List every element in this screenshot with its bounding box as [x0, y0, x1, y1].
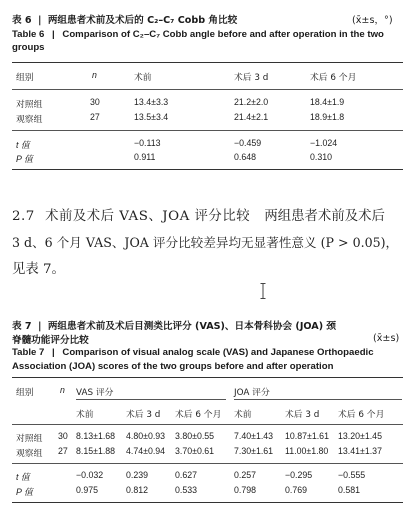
table6-p-preop: 0.911 [134, 152, 156, 162]
table7-joa-span-rule [234, 399, 402, 400]
table6-header-preop: 术前 [134, 73, 152, 83]
table6-caption-cn-text: 两组患者术前及术后的 C₂–C₇ Cobb 角比较 [47, 15, 238, 26]
table6-t-post3d: −0.459 [234, 138, 262, 148]
table7-row2-joa-post6m: 13.41±1.37 [338, 446, 382, 456]
table7-sub-vas-preop: 术前 [76, 410, 94, 420]
table7-header-vas: VAS 评分 [76, 388, 114, 398]
table6-t-preop: −0.113 [134, 138, 161, 148]
section-text-line2: 3 d、6 个月 VAS、JOA 评分比较差异均无显著性意义 (P > 0.05)， [12, 235, 399, 250]
table6-row2-group: 观察组 [16, 115, 43, 125]
section-text-line1: 两组患者术前及术后 [264, 209, 385, 224]
table6-caption-en: Table 6 | Comparison of C₂–C₇ Cobb angle before and after operation in the two groups [12, 29, 384, 53]
table7-caption-en-line1: Table 7 | Comparison of visual analog scale (VAS) and Japanese Orthopaedic [12, 347, 374, 358]
table7-p-vas-post6m: 0.533 [175, 485, 198, 495]
table7-caption-cn-text1: 两组患者术前及术后目测类比评分 (VAS)、日本骨科协会 (JOA) 颈 [47, 321, 337, 332]
table6-p-post6m: 0.310 [310, 152, 333, 162]
table7-row1-joa-post3d: 10.87±1.61 [285, 431, 329, 441]
table7-caption-cn-line2: 脊髓功能评分比较 [12, 335, 89, 346]
table6-header-post6m: 术后 6 个月 [310, 73, 357, 83]
table7-t-joa-post3d: −0.295 [285, 470, 313, 480]
table6-top-rule [12, 62, 403, 63]
table6-row1-group: 对照组 [16, 100, 43, 110]
table6-header-post3d: 术后 3 d [234, 73, 269, 83]
table7-row1-joa-post6m: 13.20±1.45 [338, 431, 382, 441]
table7-row1-group: 对照组 [16, 434, 43, 444]
table7-t-vas-post3d: 0.239 [126, 470, 149, 480]
table7-stats-rule [12, 463, 403, 464]
table6-row1-preop: 13.4±3.3 [134, 97, 169, 107]
table7-row2-n: 27 [58, 446, 68, 456]
table6-p-label: P 值 [16, 154, 33, 164]
table6-p-post3d: 0.648 [234, 152, 257, 162]
table7-caption-unit: (x̄±s) [373, 333, 400, 344]
table7-t-vas-preop: −0.032 [76, 470, 104, 480]
table6-t-post6m: −1.024 [310, 138, 338, 148]
section-number: 2.7 [12, 209, 35, 224]
table7-caption-cn-prefix: 表 7 [12, 321, 32, 332]
table6-row2-post3d: 21.4±2.1 [234, 112, 269, 122]
table7-sub-vas-post3d: 术后 3 d [126, 410, 161, 420]
table7-row2-vas-post6m: 3.70±0.61 [175, 446, 215, 456]
table6-bottom-rule [12, 169, 403, 170]
table6-stats-rule [12, 130, 403, 131]
table7-row2-vas-post3d: 4.74±0.94 [126, 446, 166, 456]
table6-row2-n: 27 [90, 112, 100, 122]
section-text-line3: 见表 7。 [12, 262, 65, 277]
table7-top-rule [12, 377, 403, 378]
table6-caption-cn: 表 6 | 两组患者术前及术后的 C₂–C₇ Cobb 角比较 [12, 15, 238, 26]
table7-row1-joa-preop: 7.40±1.43 [234, 431, 274, 441]
table7-caption-en-text1: Comparison of visual analog scale (VAS) and Japanese Orthopaedic [62, 347, 374, 358]
table7-p-joa-post3d: 0.769 [285, 485, 308, 495]
table7-row1-vas-post3d: 4.80±0.93 [126, 431, 166, 441]
table7-p-joa-post6m: 0.581 [338, 485, 361, 495]
table7-caption-cn-line1: 表 7 | 两组患者术前及术后目测类比评分 (VAS)、日本骨科协会 (JOA) 颈 [12, 321, 337, 332]
table7-p-vas-post3d: 0.812 [126, 485, 149, 495]
table7-t-joa-post6m: −0.555 [338, 470, 366, 480]
table6-row1-post6m: 18.4±1.9 [310, 97, 345, 107]
table7-sub-joa-preop: 术前 [234, 410, 252, 420]
table6-caption-unit: (x̄±s，°) [352, 15, 393, 26]
table6-row2-preop: 13.5±3.4 [134, 112, 169, 122]
table7-sub-vas-post6m: 术后 6 个月 [175, 410, 222, 420]
table7-row1-n: 30 [58, 431, 68, 441]
table6-row2-post6m: 18.9±1.8 [310, 112, 345, 122]
table7-bottom-rule [12, 502, 403, 503]
table7-header-rule [12, 424, 403, 425]
table6-caption-en-text: Comparison of C₂–C₇ Cobb angle before and after operation in the two groups [12, 29, 384, 53]
table7-p-vas-preop: 0.975 [76, 485, 99, 495]
table6-row1-post3d: 21.2±2.0 [234, 97, 269, 107]
table7-sub-joa-post3d: 术后 3 d [285, 410, 320, 420]
table7-row2-joa-preop: 7.30±1.61 [234, 446, 274, 456]
table6-row1-n: 30 [90, 97, 100, 107]
table7-t-label: t 值 [16, 472, 30, 482]
table7-vas-span-rule [76, 399, 226, 400]
text-cursor-icon [260, 283, 266, 299]
table7-caption-en-prefix: Table 7 [12, 347, 45, 358]
table7-t-vas-post6m: 0.627 [175, 470, 198, 480]
table7-sub-joa-post6m: 术后 6 个月 [338, 410, 385, 420]
table7-header-joa: JOA 评分 [234, 388, 270, 398]
table7-t-joa-preop: 0.257 [234, 470, 257, 480]
table7-p-joa-preop: 0.798 [234, 485, 257, 495]
section-2-7-line1 [12, 205, 385, 224]
table6-t-label: t 值 [16, 140, 30, 150]
table7-caption-en-line2: Association (JOA) scores of the two groups before and after operation [12, 361, 334, 372]
table6-header-n: n [92, 70, 97, 80]
table6-caption-en-prefix: Table 6 [12, 29, 45, 40]
table6-header-group: 组别 [16, 73, 34, 83]
table6-header-rule [12, 89, 403, 90]
table7-row2-group: 观察组 [16, 449, 43, 459]
table7-row2-joa-post3d: 11.00±1.80 [285, 446, 329, 456]
section-title: 术前及术后 VAS、JOA 评分比较 [45, 209, 251, 224]
table7-row1-vas-preop: 8.13±1.68 [76, 431, 116, 441]
table7-row1-vas-post6m: 3.80±0.55 [175, 431, 215, 441]
table7-p-label: P 值 [16, 487, 33, 497]
table7-row2-vas-preop: 8.15±1.88 [76, 446, 116, 456]
table6-caption-cn-prefix: 表 6 [12, 15, 32, 26]
table7-header-group: 组别 [16, 388, 34, 398]
table7-header-n: n [60, 385, 65, 395]
